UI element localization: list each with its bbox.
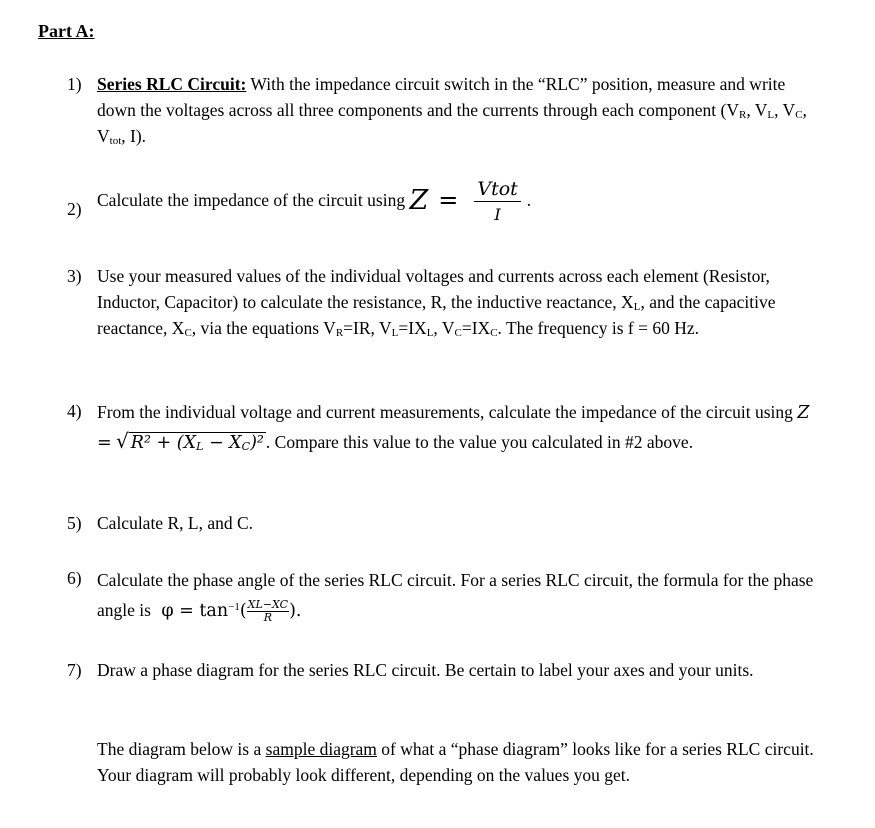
- question-3: [67, 263, 827, 341]
- question-5-text: Calculate R, L, and C.: [97, 513, 254, 533]
- note-text-a: The diagram below is a: [97, 739, 266, 759]
- formula-lhs: Z =: [97, 403, 810, 453]
- question-3-text-a: Use your measured values of the individual voltages and currents across each element (Resistor, Inductor, Capacitor) to calculate the resistance, R, the inductive reactance, X: [97, 266, 770, 312]
- subscript-tot: tot: [109, 135, 122, 147]
- question-3-text: [97, 263, 827, 341]
- question-number: 4): [67, 401, 82, 421]
- question-number: 5): [67, 513, 82, 533]
- question-1-text: [97, 71, 827, 149]
- formula-z: Z: [409, 185, 429, 217]
- question-4-text-a: From the individual voltage and current measurements, calculate the impedance of the circuit using: [97, 402, 793, 422]
- sep: , V: [97, 100, 807, 146]
- period: .: [526, 190, 532, 211]
- question-number: 2): [67, 199, 82, 219]
- question-5: [67, 510, 827, 536]
- question-6-text-a: Calculate the phase angle of the series RLC circuit. For a series RLC circuit, the formula for the phase angle is: [97, 570, 814, 620]
- paren-close: ).: [289, 601, 302, 621]
- question-2-text: [97, 178, 827, 226]
- part-a-heading: Part A:: [38, 21, 95, 41]
- superscript-minus-one: −1: [228, 601, 240, 613]
- phase-formula: φ = tan: [161, 601, 229, 621]
- phase-fraction: [247, 599, 289, 624]
- question-number: 1): [67, 74, 82, 94]
- radicand-b: − X: [203, 433, 242, 453]
- sample-diagram-text: sample diagram: [265, 739, 377, 759]
- note-text-b: of what a “phase diagram” looks like for a series RLC circuit. Your diagram will probably look different, depending on the values you get.: [97, 739, 814, 785]
- formula-fraction: [474, 178, 520, 226]
- fraction-numerator: XL−XC: [247, 598, 289, 612]
- question-6-text: [97, 565, 827, 626]
- note-text: [97, 736, 827, 788]
- question-number: 3): [67, 266, 82, 286]
- subscript-r: R: [335, 327, 344, 339]
- question-number: 6): [67, 568, 82, 588]
- question-7: [67, 657, 827, 683]
- question-3-text-d: =IR, V: [343, 318, 392, 338]
- fraction-denominator: I: [494, 205, 501, 224]
- subscript-l: L: [426, 327, 434, 339]
- question-4-text-b: . Compare this value to the value you calculated in #2 above.: [265, 432, 694, 452]
- sep: , V: [774, 100, 796, 120]
- subscript-l: L: [767, 109, 775, 121]
- fraction-numerator: Vtot: [474, 178, 520, 202]
- question-3-text-c: , via the equations V: [191, 318, 336, 338]
- radicand-a: R² + (X: [130, 433, 197, 453]
- subscript-l: L: [196, 440, 204, 453]
- subscript-l: L: [391, 327, 399, 339]
- question-7-text: Draw a phase diagram for the series RLC circuit. Be certain to label your axes and your units.: [97, 660, 754, 680]
- question-3-text-b: , and the capacitive reactance, X: [97, 292, 776, 338]
- subscript-c: C: [795, 109, 803, 121]
- formula-equals: =: [438, 186, 459, 215]
- subscript-c: C: [241, 440, 251, 453]
- subscript-r: R: [738, 109, 747, 121]
- question-2-text-a: Calculate the impedance of the circuit using: [97, 190, 406, 211]
- question-4-text: [97, 398, 827, 457]
- question-1: [67, 71, 827, 149]
- subscript-l: L: [633, 301, 641, 313]
- question-1-title: Series RLC Circuit:: [97, 74, 247, 94]
- radicand-c: )²: [250, 433, 264, 453]
- paren-open: (: [239, 601, 247, 621]
- question-4: [67, 398, 827, 457]
- sqrt-radicand: [129, 432, 266, 453]
- question-3-text-h: . The frequency is f = 60 Hz.: [497, 318, 700, 338]
- question-1-text-a: With the impedance circuit switch in the “RLC” position, measure and write down the voltages across all three components and the currents through each component (V: [97, 74, 786, 120]
- question-3-text-e: =IX: [398, 318, 427, 338]
- subscript-c: C: [184, 327, 192, 339]
- subscript-c: C: [490, 327, 498, 339]
- question-1-text-end: , I).: [121, 126, 147, 146]
- sqrt-icon: √: [116, 429, 129, 453]
- question-3-text-g: =IX: [461, 318, 491, 338]
- sep: , V: [746, 100, 768, 120]
- note-paragraph: [67, 736, 827, 788]
- subscript-c: C: [454, 327, 462, 339]
- question-2: [67, 178, 827, 226]
- question-number: 7): [67, 660, 82, 680]
- fraction-denominator: R: [263, 611, 273, 625]
- formula-sqrt: [116, 427, 266, 457]
- question-3-text-f: , V: [433, 318, 455, 338]
- question-6: [67, 565, 827, 626]
